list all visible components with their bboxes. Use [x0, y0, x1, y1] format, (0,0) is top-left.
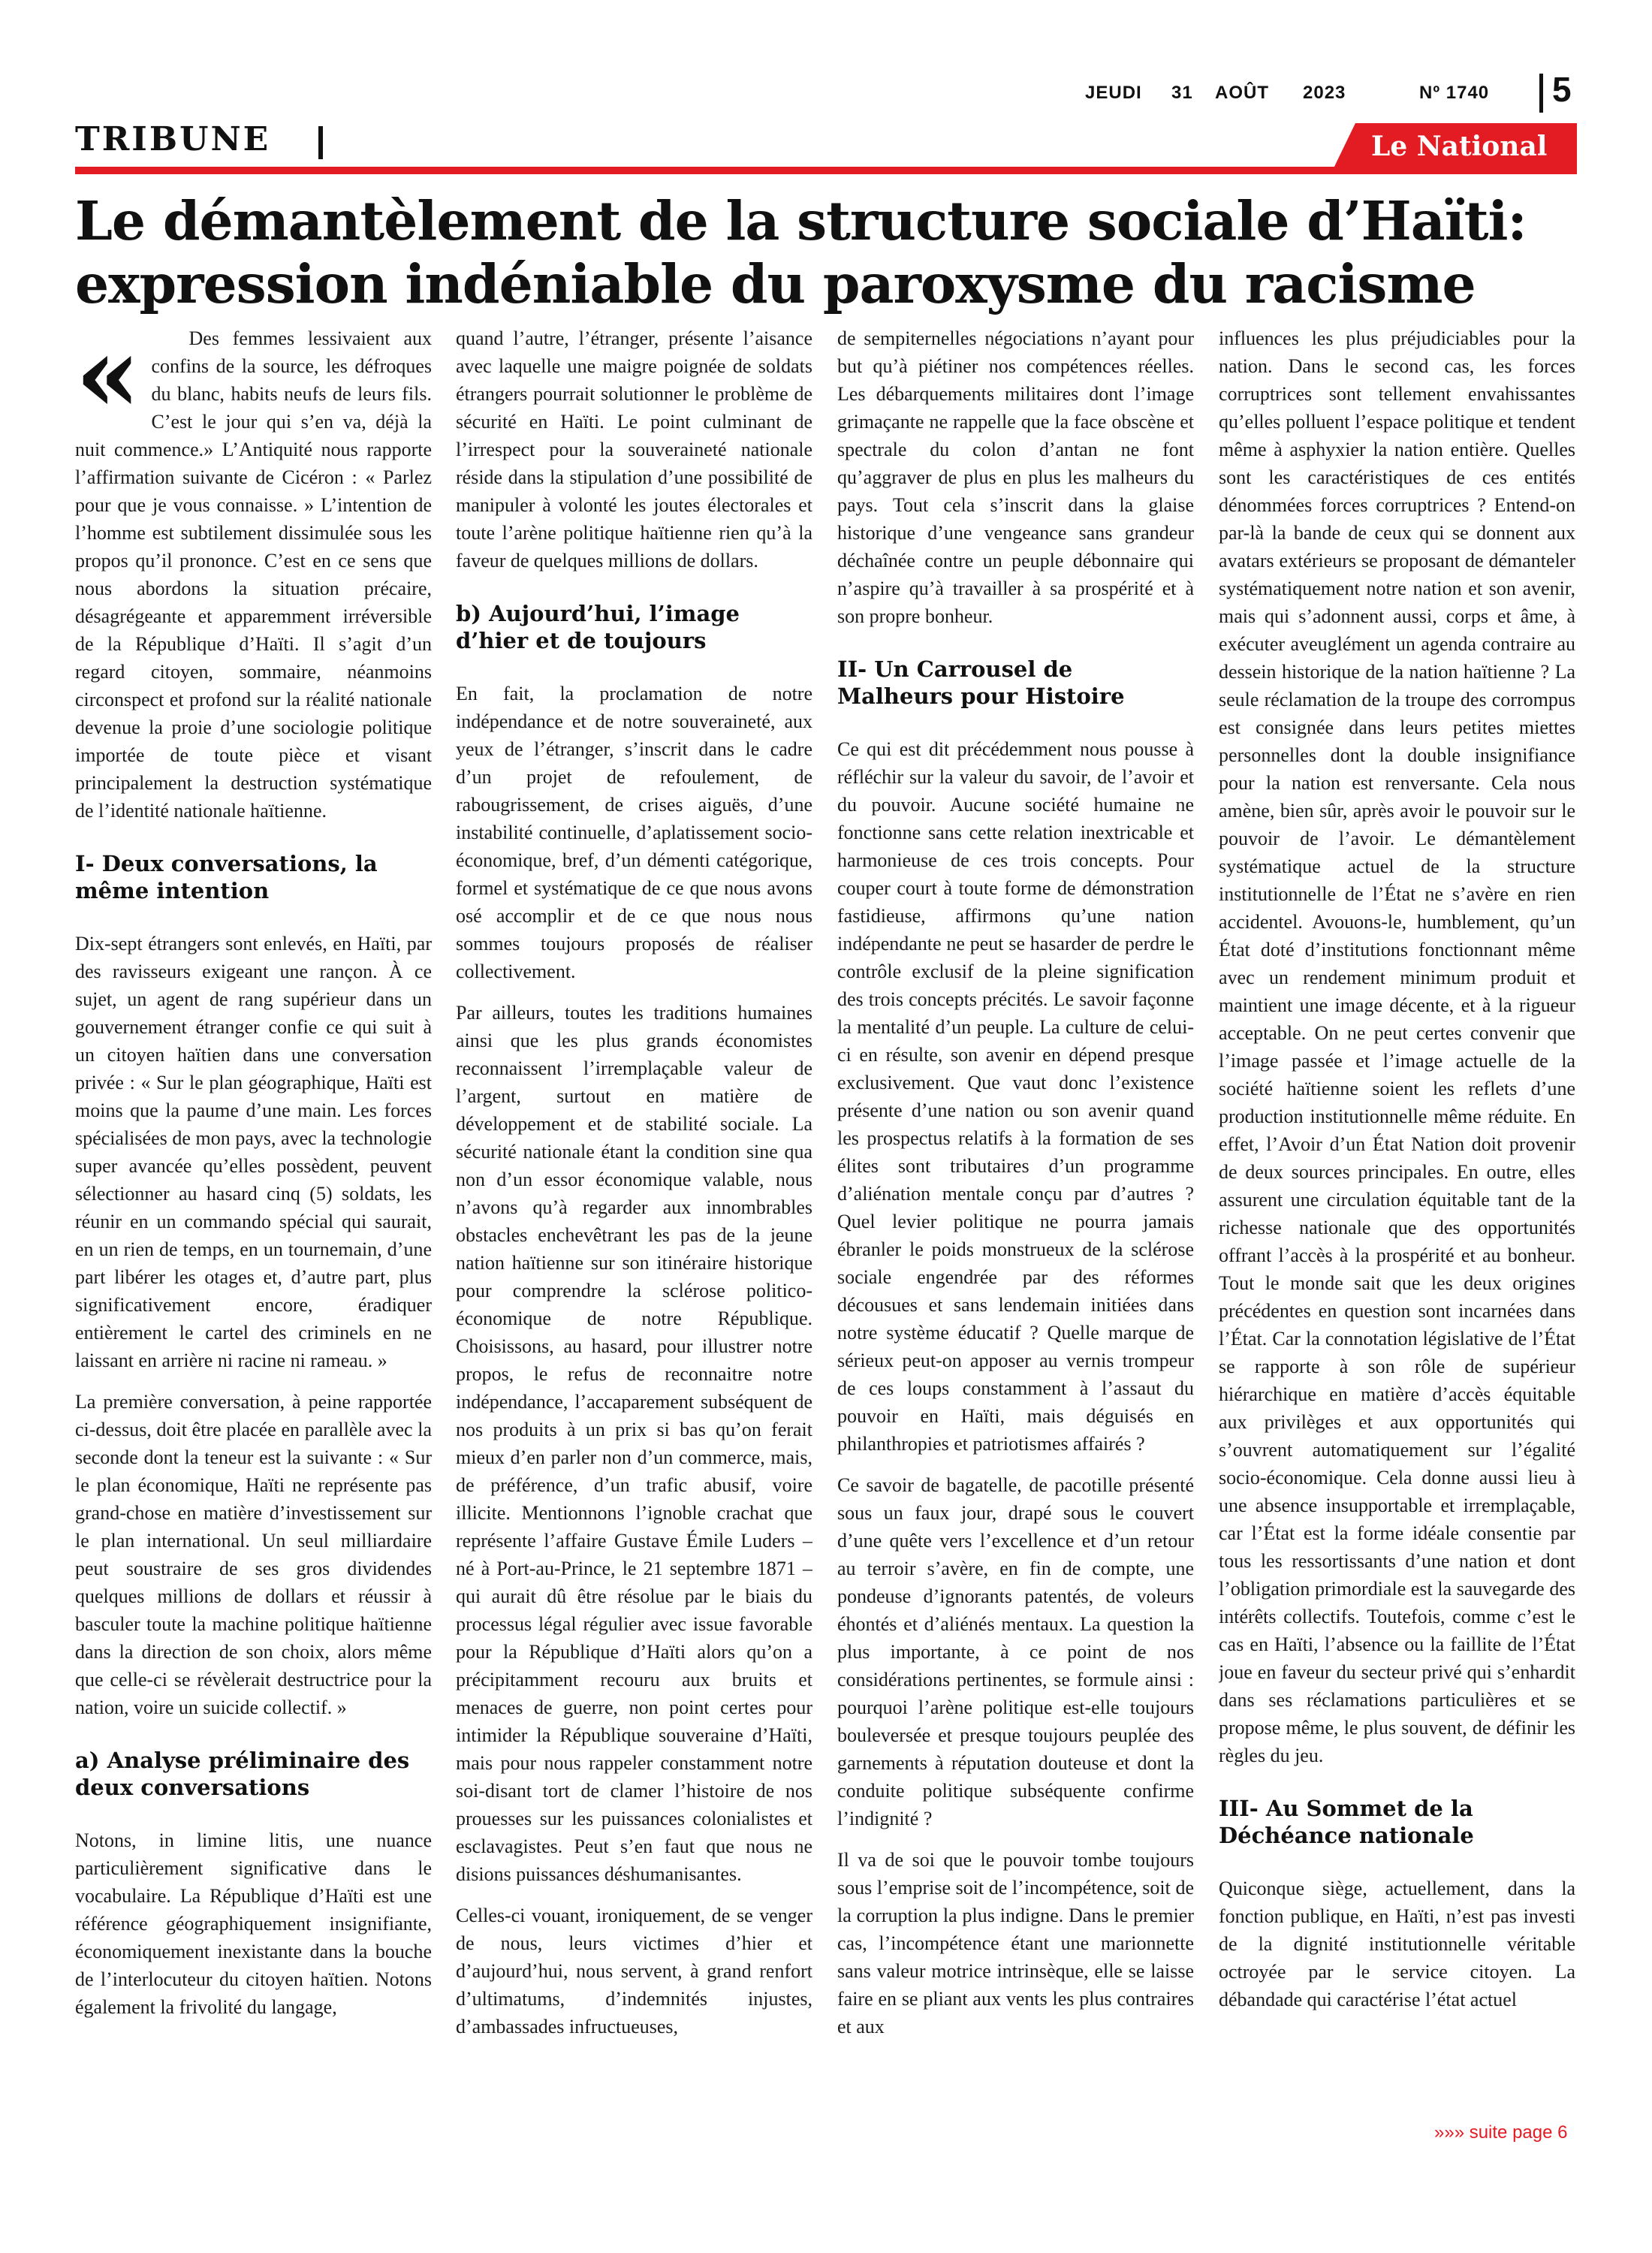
article-title: Le démantèlement de la structure sociale d’Haïti: expression indéniable du paroxysme du racisme: [75, 189, 1527, 315]
issue-day: JEUDI: [1085, 83, 1142, 103]
paragraph: Dix-sept étrangers sont enlevés, en Haïti, par des ravisseurs exigeant une rançon. À ce sujet, un agent de rang supérieur dans un gouvernement étranger confie ce qui suit à un citoyen haïtien dans une conversation privée : « Sur le plan géographique, Haïti est moins que la paume d’une main. Les forces spécialisées de mon pays, avec la technologie super avancée qu’elles possèdent, peuvent sélectionner au hasard cinq (5) soldats, les réunir en un commando spécial qui saurait, en un rien de temps, en un tournemain, d’une part libérer les otages et, d’autre part, plus significativement encore, éradiquer entièrement le cartel des criminels en ne laissant en arrière ni racine ni rameau. »: [75, 933, 432, 1371]
section-label: TRIBUNE: [75, 120, 271, 158]
paragraph: Ce savoir de bagatelle, de pacotille présenté sous un faux jour, drapé sous le couvert d’une quête vers l’excellence et d’un retour au terroir s’avère, en fin de compte, une pondeuse d’ignorants patentés, de voleurs éhontés et d’aliénés mentaux. La question la plus importante, à ce point de nos considérations pertinentes, se formule ainsi : pourquoi l’arène politique est-elle toujours bouleversée et presque toujours peuplée des garnements à réputation douteuse et dont la conduite politique subséquente confirme l’indignité ?: [837, 1474, 1194, 1829]
opening-quote-mark: «: [75, 324, 141, 436]
continuation-link[interactable]: »»» suite page 6: [1434, 2122, 1568, 2143]
subheading: I- Deux conversations, la même intention: [75, 851, 378, 903]
paragraph: En fait, la proclamation de notre indépendance et de notre souveraineté, aux yeux de l’étranger, s’inscrit dans le cadre d’un projet de refoulement, de rabougrissement, de crises aiguës, d’une instabilité continuelle, d’aplatissement socio-économique, bref, d’un démenti catégorique, formel et systématique de ce que nous avons osé accomplir et de ce que nous nous sommes toujours proposés de réaliser collectivement.: [456, 683, 812, 982]
paragraph: Ce qui est dit précédemment nous pousse à réfléchir sur la valeur du savoir, de l’avoir et du pouvoir. Aucune société humaine ne fonctionne sans cette relation inextricable et harmonieuse de ces trois concepts. Pour couper court à toute forme de démonstration fastidieuse, affirmons qu’une nation indépendante ne peut se hasarder de perdre le contrôle exclusif de la pleine signification des trois concepts précités. Le savoir façonne la mentalité d’un peuple. La culture de celui-ci en résulte, son avenir en dépend presque exclusivement. Que vaut donc l’existence présente d’une nation ou son avenir quand les prospectus relatifs à la formation de ses élites sont tributaires d’un programme d’aliénation mentale conçu par d’autres ? Quel levier politique ne pourra jamais ébranler le poids monstrueux de la sclérose sociale engendrée par des réformes décousues et sans lendemain initiées dans notre système éducatif ? Quelle marque de sérieux peut-on apposer au vernis trompeur de ces loups constamment à l’assaut du pouvoir en Haïti, mais déguisés en philanthropies et patriotismes affairés ?: [837, 738, 1194, 1455]
brand-name: Le National: [1371, 131, 1548, 162]
header-divider: [1539, 74, 1543, 113]
subheading: b) Aujourd’hui, l’image d’hier et de toujours: [456, 601, 740, 653]
paragraph: La première conversation, à peine rapportée ci-dessus, doit être placée en parallèle avec la seconde dont la teneur est la suivante : « Sur le plan économique, Haïti ne représente pas grand-chose en matière d’investissement sur le plan international. Un seul milliardaire peut soustraire de ses gros dividendes quelques millions de dollars et réussir à basculer toute la machine politique haïtienne dans la direction de son choix, alors même que celle-ci se révèlerait destructrice pour la nation, voire un suicide collectif. »: [75, 1391, 432, 1718]
paragraph: Quiconque siège, actuellement, dans la fonction publique, en Haïti, n’est pas investi de la dignité institutionnelle véritable octroyée par le service citoyen. La débandade qui caractérise l’état actuel: [1219, 1878, 1575, 2010]
subheading: II- Un Carrousel de Malheurs pour Histoire: [837, 656, 1125, 709]
article-column-1: [75, 324, 432, 2209]
paragraph: Il va de soi que le pouvoir tombe toujours sous l’emprise soit de l’incompétence, soit de la corruption la plus indigne. Dans le premier cas, l’incompétence étant une marionnette sans valeur motrice intrinsèque, elle se laisse faire en se pliant aux vents les plus contraires et aux: [837, 1849, 1194, 2037]
article-column-4: [1219, 324, 1575, 2209]
paragraph: quand l’autre, l’étranger, présente l’aisance avec laquelle une maigre poignée de soldats étrangers pourrait solutionner le problème de sécurité en Haïti. Le point culminant de l’irrespect pour la souveraineté nationale réside dans la stipulation d’une possibilité de manipuler à volonté les joutes électorales et toute l’arène politique haïtienne rien qu’à la faveur de quelques millions de dollars.: [456, 327, 812, 572]
section-divider: [318, 126, 323, 159]
subheading: III- Au Sommet de la Déchéance nationale: [1219, 1796, 1474, 1848]
paragraph: Des femmes lessivaient aux confins de la source, les défroques du blanc, habits neufs de leurs fils. C’est le jour qui s’en va, déjà la nuit commence.» L’Antiquité nous rapporte l’affirmation suivante de Cicéron : « Parlez pour que je vous connaisse. » L’intention de l’homme est subtilement dissimulée sous les propos qu’il prononce. C’est en ce sens que nous abordons la situation précaire, désagrégeante et apparemment irréversible de la République d’Haïti. Il s’agit d’un regard citoyen, sommaire, néanmoins circonspect et profond sur la réalité nationale devenue la proie d’une sociologie politique importée de toute pièce et visant principalement la destruction systématique de l’identité nationale haïtienne.: [75, 327, 432, 822]
issue-year: 2023: [1303, 83, 1346, 103]
article-column-3: [837, 324, 1194, 2209]
paragraph: Par ailleurs, toutes les traditions humaines ainsi que les plus grands économistes reconnaissent l’irremplaçable valeur de l’argent, surtout en matière de développement et de stabilité sociale. La sécurité nationale étant la condition sine qua non d’un essor économique valable, nous n’avons qu’à regarder aux innombrables obstacles enchevêtrant les pas de la jeune nation haïtienne sur son itinéraire historique pour comprendre la sclérose politico-économique de notre République. Choisissons, au hasard, pour illustrer notre propos, le refus de reconnaitre notre indépendance, l’accaparement subséquent de nos produits à un prix si bas qu’on ferait mieux d’en parler non d’un commerce, mais, de préférence, d’un trafic abusif, voire illicite. Mentionnons l’ignoble crachat que représente l’affaire Gustave Émile Luders – né à Port-au-Prince, le 21 septembre 1871 – qui aurait dû être résolue par le biais du processus légal régulier avec issue favorable pour la République d’Haïti alors qu’on a précipitamment recouru aux bruits et menaces de guerre, non point certes pour intimider la République souveraine d’Haïti, mais pour nous rappeler constamment notre soi-disant tort de clamer l’histoire de nos prouesses sur les puissances colonialistes et esclavagistes. Peut s’en faut que nous ne disions puissances déshumanisantes.: [456, 1002, 812, 1885]
page-number: 5: [1552, 70, 1572, 109]
article-column-2: [456, 324, 812, 2209]
paragraph: Celles-ci vouant, ironiquement, de se venger de nous, leurs victimes d’hier et d’aujourd’hui, nous servent, à grand renfort d’ultimatums, d’indemnités injustes, d’ambassades infructueuses,: [456, 1905, 812, 2037]
issue-day-number: 31: [1171, 83, 1193, 103]
paragraph: de sempiternelles négociations n’ayant pour but qu’à piétiner nos compétences réelles. Les débarquements militaires dont l’image grimaçante ne rappelle que la face obscène et spectrale du colon d’antan ne font qu’aggraver de plus en plus les malheurs du pays. Tout cela s’inscrit dans la glaise historique d’une vengeance sans grandeur déchaînée contre un peuple débonnaire qui n’aspire qu’à travailler à sa prospérité et à son propre bonheur.: [837, 327, 1194, 627]
issue-number: Nº 1740: [1419, 83, 1490, 103]
paragraph: Notons, in limine litis, une nuance particulièrement significative dans le vocabulaire. La République d’Haïti est une référence géographiquement insignifiante, économiquement inexistante dans la bouche de l’interlocuteur du citoyen haïtien. Notons également la frivolité du langage,: [75, 1829, 432, 2018]
subheading: a) Analyse préliminaire des deux conversations: [75, 1748, 410, 1800]
issue-month: AOÛT: [1215, 83, 1269, 103]
paragraph: influences les plus préjudiciables pour la nation. Dans le second cas, les forces corruptrices sont tellement envahissantes qu’elles polluent l’espace politique et tendent même à asphyxier la nation entière. Quelles sont les caractéristiques de ces entités dénommées forces corruptrices ? Entend-on par-là la bande de ceux qui se donnent aux avatars extérieurs se proposant de démanteler systématiquement notre nation et son avenir, mais qui s’adonnent aussi, corps et âme, à exécuter aveuglément un agenda contraire au dessein historique de la nation haïtienne ? La seule réclamation de la troupe des corrompus est consignée dans leurs petites miettes personnelles dont la double insignifiance pour la nation est renversante. Cela nous amène, bien sûr, après avoir le pouvoir sur le pouvoir de l’avoir. Le démantèlement systématique actuel de la structure institutionnelle de l’État ne s’avère en rien accidentel. Avouons-le, humblement, qu’un État doté d’institutions fonctionnant même avec un rendement minimum produit et maintient une image décente, et à la rigueur acceptable. On ne peut certes convenir que l’image passée et l’image actuelle de la société haïtienne soient les reflets d’une production institutionnelle même réduite. En effet, l’Avoir d’un État Nation doit provenir de deux sources principales. En outre, elles assurent une circulation équitable tant de la richesse nationale que des opportunités offrant l’accès à la prospérité et au bonheur. Tout le monde sait que les deux origines précédentes en question sont incarnées dans l’État. Car la connotation législative de l’État se rapporte à son rôle de supérieur hiérarchique en matière d’accès équitable aux privilèges et aux opportunités qui s’ouvrent automatiquement sur l’égalité socio-économique. Cela donne aussi lieu à une absence insupportable et irremplaçable, car l’État est la forme idéale consentie par tous les ressortissants d’une nation et dont l’obligation primordiale est la sauvegarde des intérêts collectifs. Toutefois, comme c’est le cas en Haïti, l’absence ou la faillite de l’État joue en faveur du secteur privé qui s’enhardit dans ses réclamations particulières et se propose même, le plus souvent, de définir les règles du jeu.: [1219, 327, 1575, 1766]
